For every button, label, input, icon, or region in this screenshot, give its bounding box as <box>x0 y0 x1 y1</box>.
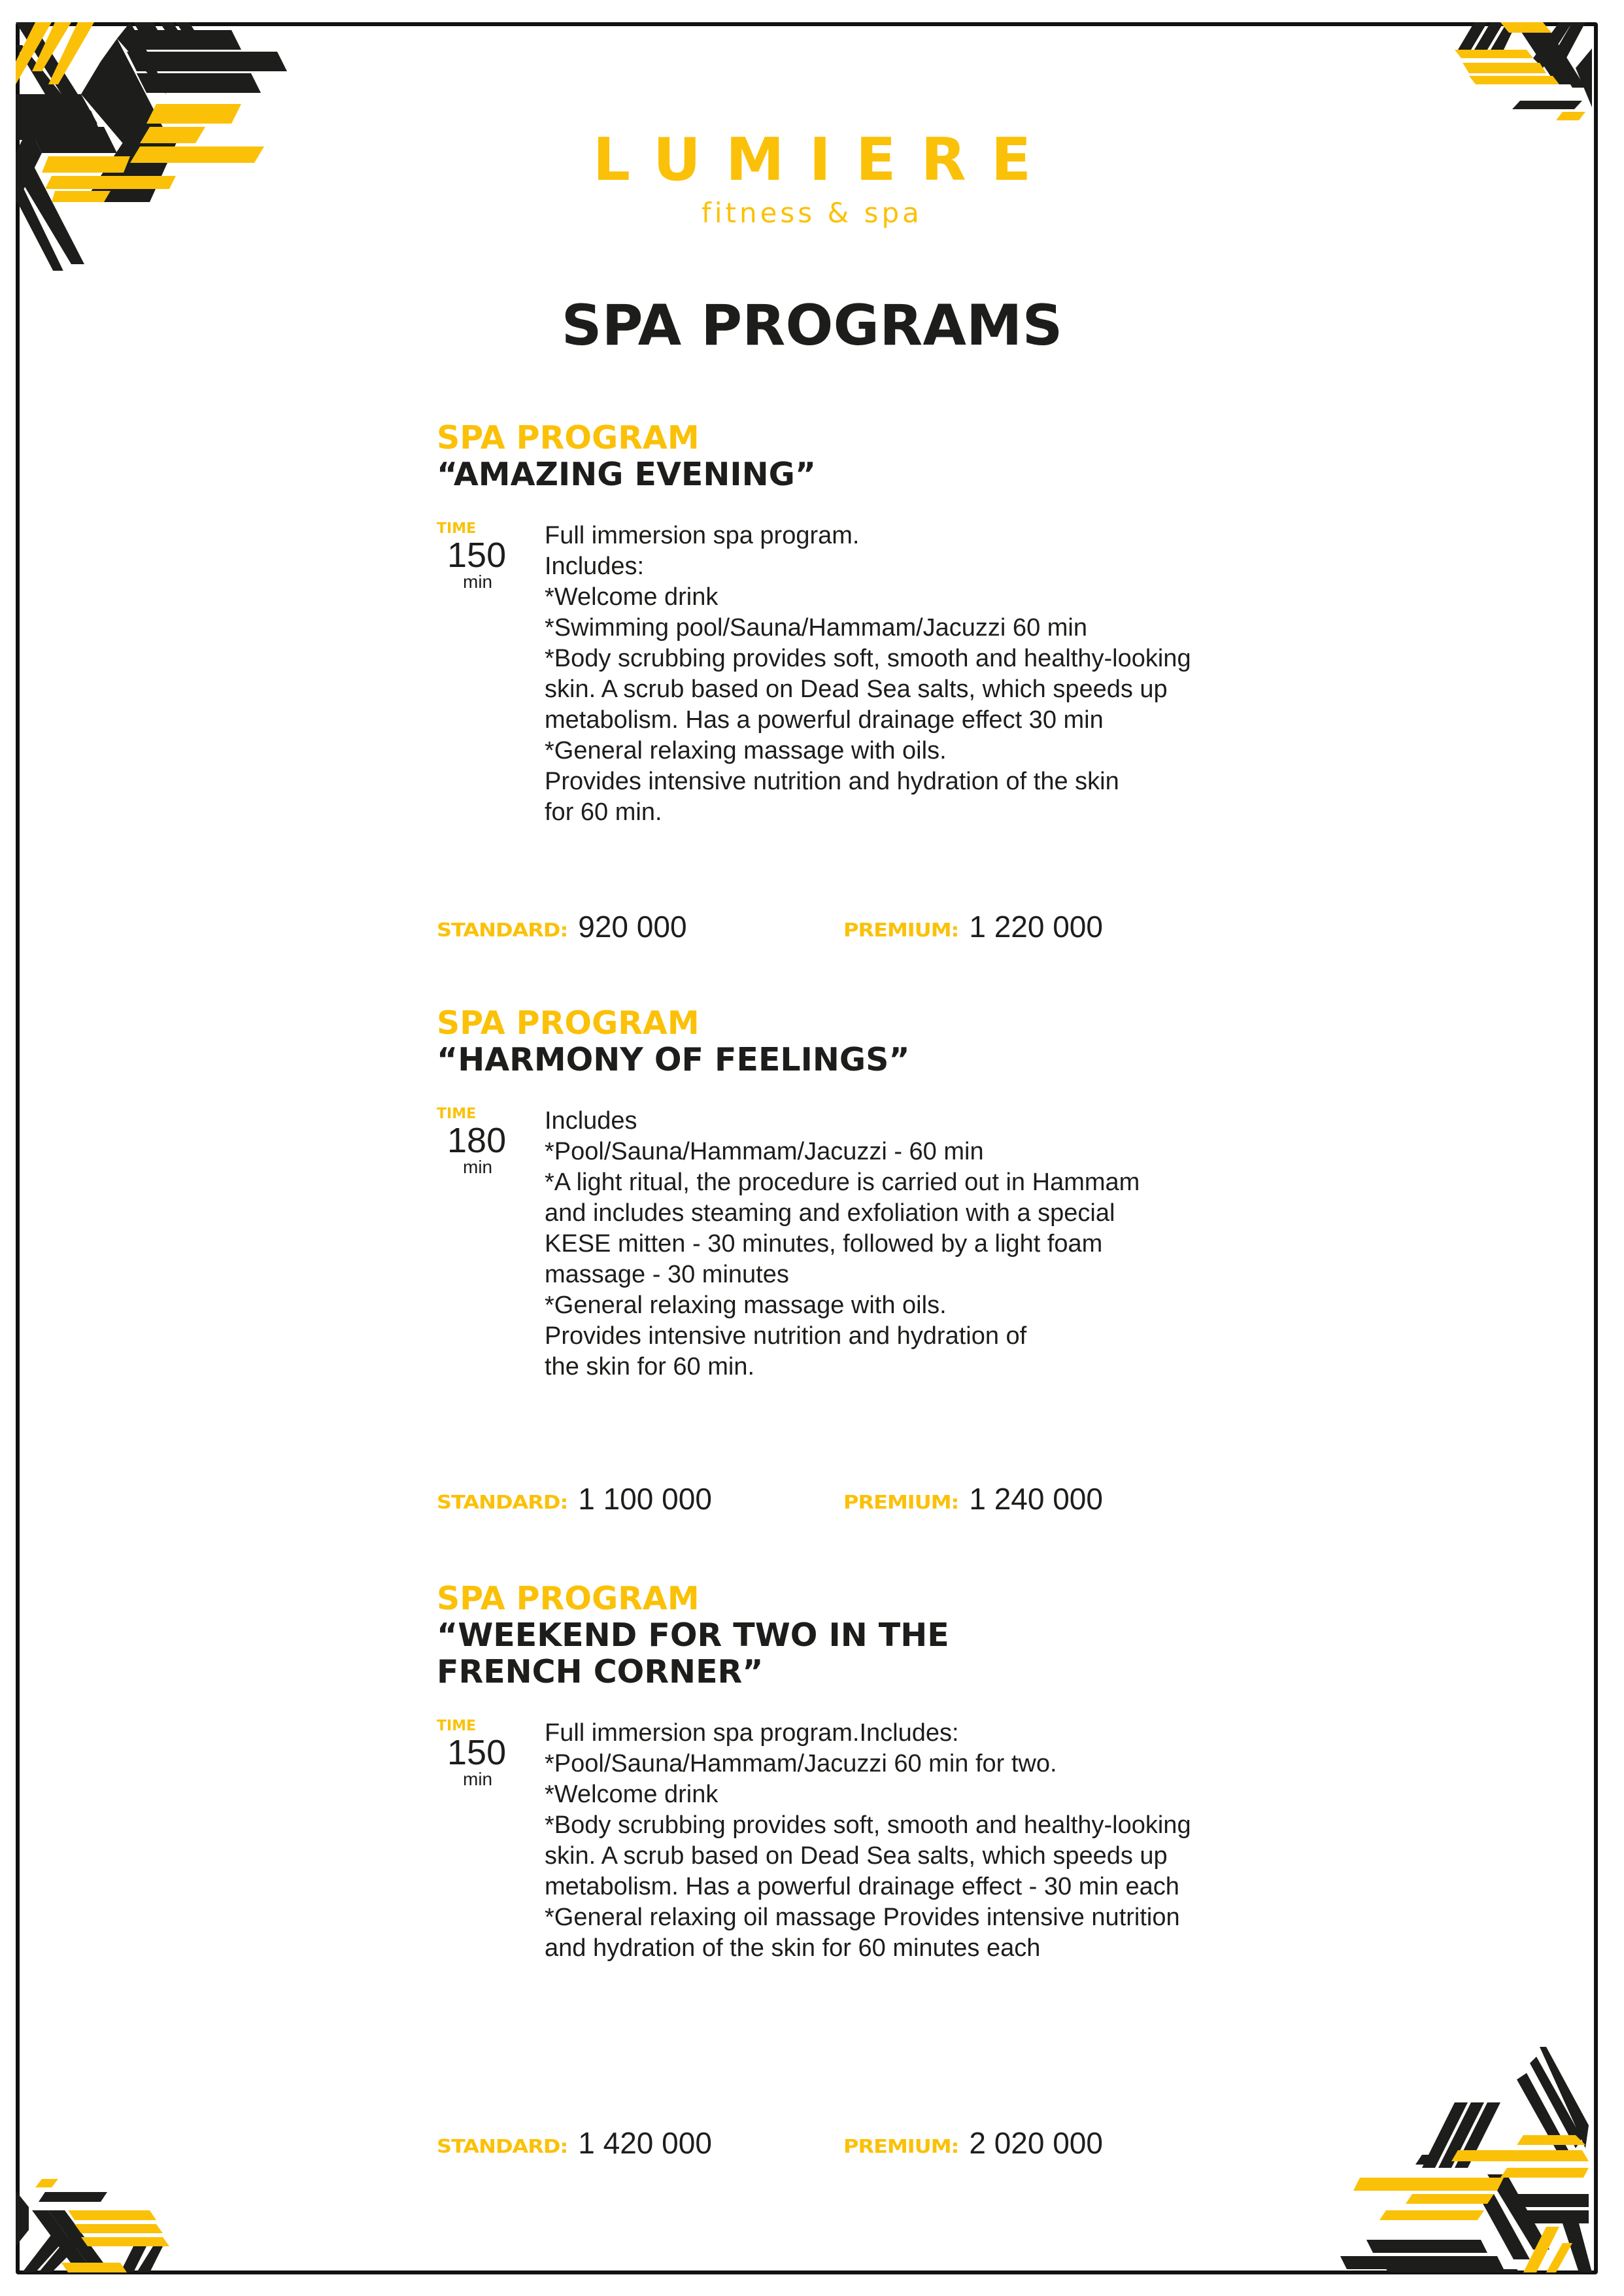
description-line: and includes steaming and exfoliation with a special <box>545 1199 1115 1227</box>
description-line: *Welcome drink <box>545 583 719 611</box>
price-premium-label: PREMIUM: <box>843 1490 959 1514</box>
description-line: Includes <box>545 1107 637 1135</box>
decorative-stripes-top-right <box>1455 22 1595 127</box>
time-label: TIME <box>437 521 477 537</box>
description-line: metabolism. Has a powerful drainage effect - 30 min each <box>545 1873 1179 1900</box>
price-premium <box>843 909 1103 944</box>
page-title: SPA PROGRAMS <box>561 293 1063 358</box>
description-line: massage - 30 minutes <box>545 1261 789 1288</box>
program-prices <box>437 2125 1287 2165</box>
price-standard-label: STANDARD: <box>437 918 568 942</box>
time-value: 180 <box>447 1121 507 1160</box>
time-unit: min <box>463 1769 493 1789</box>
price-standard <box>437 909 687 944</box>
description-line: *General relaxing massage with oils. <box>545 737 947 764</box>
program-description <box>545 1106 1287 1382</box>
price-premium-label: PREMIUM: <box>843 2134 959 2158</box>
description-line: *Body scrubbing provides soft, smooth and healthy-looking <box>545 1811 1191 1839</box>
program-weekend-for-two <box>437 1581 1287 1964</box>
description-line: Includes: <box>545 553 645 580</box>
price-premium-value: 2 020 000 <box>969 2126 1103 2160</box>
description-line: skin. A scrub based on Dead Sea salts, which speeds up <box>545 676 1168 703</box>
duration-block <box>437 1106 515 1176</box>
time-value: 150 <box>447 1733 507 1772</box>
description-line: the skin for 60 min. <box>545 1353 755 1380</box>
price-premium <box>843 2125 1103 2161</box>
description-line: *Pool/Sauna/Hammam/Jacuzzi - 60 min <box>545 1138 984 1165</box>
brand-tagline: fitness & spa <box>702 197 922 229</box>
price-premium-value: 1 220 000 <box>969 910 1103 944</box>
description-line: Provides intensive nutrition and hydration of <box>545 1322 1027 1350</box>
price-premium-value: 1 240 000 <box>969 1482 1103 1516</box>
price-standard-value: 1 100 000 <box>578 1482 712 1516</box>
description-line: *Body scrubbing provides soft, smooth and healthy-looking <box>545 645 1191 672</box>
price-standard-value: 1 420 000 <box>578 2126 712 2160</box>
description-line: *General relaxing massage with oils. <box>545 1292 947 1319</box>
price-standard-value: 920 000 <box>578 910 687 944</box>
price-standard <box>437 2125 712 2161</box>
program-kicker: SPA PROGRAM <box>437 419 700 456</box>
description-line: *Welcome drink <box>545 1781 719 1808</box>
program-kicker: SPA PROGRAM <box>437 1580 700 1617</box>
program-name: “WEEKEND FOR TWO IN THE <box>437 1617 949 1654</box>
price-premium <box>843 1481 1103 1516</box>
description-line: KESE mitten - 30 minutes, followed by a light foam <box>545 1230 1103 1258</box>
description-line: for 60 min. <box>545 798 662 826</box>
program-prices <box>437 909 1287 948</box>
program-name: “AMAZING EVENING” <box>437 456 817 493</box>
program-description <box>545 1718 1287 1964</box>
time-unit: min <box>463 1157 493 1177</box>
duration-block <box>437 1718 515 1789</box>
description-line: *Pool/Sauna/Hammam/Jacuzzi 60 min for two. <box>545 1750 1057 1777</box>
time-unit: min <box>463 572 493 592</box>
description-line: skin. A scrub based on Dead Sea salts, which speeds up <box>545 1842 1168 1870</box>
program-harmony-of-feelings <box>437 1005 1287 1382</box>
description-line: Full immersion spa program. <box>545 522 860 549</box>
decorative-stripes-bottom-right <box>1340 2027 1595 2272</box>
time-label: TIME <box>437 1106 477 1122</box>
time-label: TIME <box>437 1718 477 1734</box>
program-name: “HARMONY OF FEELINGS” <box>437 1041 910 1078</box>
price-standard <box>437 1481 712 1516</box>
description-line: Full immersion spa program.Includes: <box>545 1719 959 1747</box>
description-line: Provides intensive nutrition and hydration of the skin <box>545 768 1119 795</box>
time-value: 150 <box>447 536 507 575</box>
program-description <box>545 521 1287 828</box>
program-name: FRENCH CORNER” <box>437 1653 764 1690</box>
program-amazing-evening <box>437 420 1287 828</box>
description-line: *A light ritual, the procedure is carried out in Hammam <box>545 1169 1140 1196</box>
brand-logo: LUMIERE <box>592 126 1057 194</box>
description-line: and hydration of the skin for 60 minutes each <box>545 1934 1041 1962</box>
price-standard-label: STANDARD: <box>437 2134 568 2158</box>
program-kicker: SPA PROGRAM <box>437 1004 700 1042</box>
price-standard-label: STANDARD: <box>437 1490 568 1514</box>
decorative-stripes-bottom-left <box>16 2168 173 2272</box>
duration-block <box>437 521 515 591</box>
price-premium-label: PREMIUM: <box>843 918 959 942</box>
description-line: metabolism. Has a powerful drainage effect 30 min <box>545 706 1104 734</box>
description-line: *General relaxing oil massage Provides intensive nutrition <box>545 1904 1180 1931</box>
description-line: *Swimming pool/Sauna/Hammam/Jacuzzi 60 min <box>545 614 1087 642</box>
program-prices <box>437 1481 1287 1520</box>
